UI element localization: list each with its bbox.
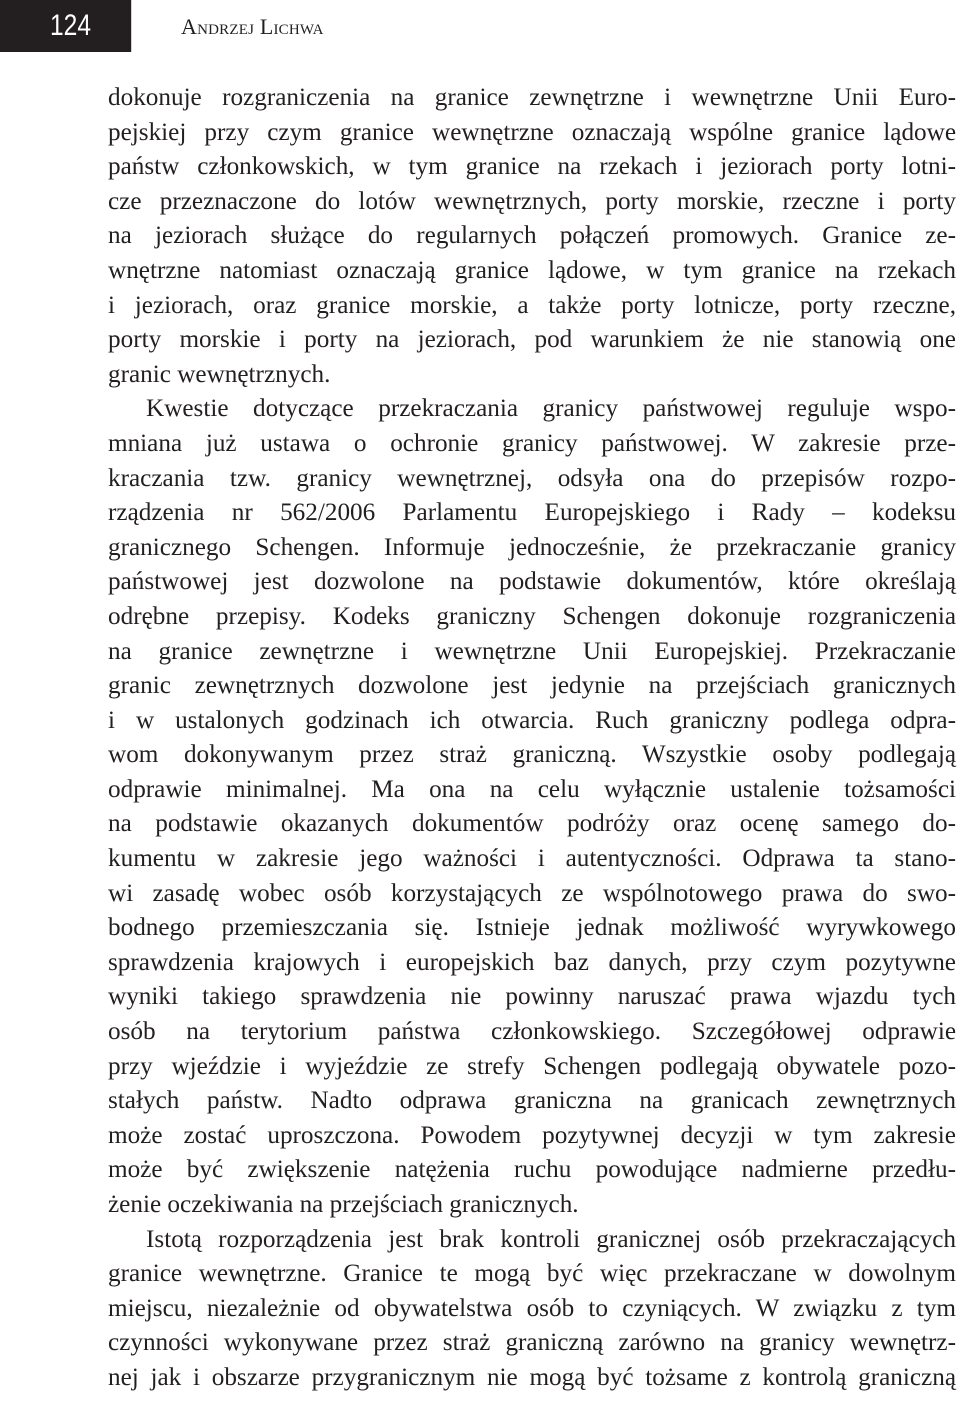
text-line: Istotą rozporządzenia jest brak kontroli granicznej osób przekraczających — [146, 1225, 956, 1253]
text-line: miejscu, niezależnie od obywatelstwa osób to czyniących. W związku z tym — [108, 1294, 956, 1322]
text-line: może być zwiększenie natężenia ruchu powodujące nadmierne przedłu- — [108, 1156, 956, 1184]
text-line: na jeziorach służące do regularnych połączeń promowych. Granice ze- — [108, 222, 956, 250]
running-head-author: Andrzej Lichwa — [181, 14, 324, 39]
text-line: i jeziorach, oraz granice morskie, a także porty lotnicze, porty rzeczne, — [108, 291, 956, 319]
text-line: wnętrzne natomiast oznaczają granice lądowe, w tym granice na rzekach — [108, 256, 956, 284]
text-line: na podstawie okazanych dokumentów podróży oraz ocenę samego do- — [108, 810, 956, 838]
page-number-box — [0, 0, 131, 52]
text-line: kraczania tzw. granicy wewnętrznej, odsyła ona do przepisów rozpo- — [108, 464, 956, 492]
text-line: państwowej jest dozwolone na podstawie dokumentów, które określają — [108, 568, 956, 596]
text-line: wyniki takiego sprawdzenia nie powinny naruszać prawa wjazdu tych — [108, 983, 956, 1011]
text-line: bodnego przemieszczania się. Istnieje jednak możliwość wyrywkowego — [108, 914, 956, 942]
text-line: kumentu w zakresie jego ważności i autentyczności. Odprawa ta stano- — [108, 845, 956, 873]
text-line: odrębne przepisy. Kodeks graniczny Schengen dokonuje rozgraniczenia — [108, 602, 956, 630]
text-line: osób na terytorium państwa członkowskiego. Szczegółowej odprawie — [108, 1018, 956, 1046]
text-line: państw członkowskich, w tym granice na rzekach i jeziorach porty lotni- — [108, 153, 956, 181]
text-line: pejskiej przy czym granice wewnętrzne oznaczają wspólne granice lądowe — [108, 118, 956, 146]
text-line: granic zewnętrznych dozwolone jest jedynie na przejściach granicznych — [108, 672, 956, 700]
text-line: nej jak i obszarze przygranicznym nie mogą być tożsame z kontrolą graniczną — [108, 1363, 956, 1391]
text-line: na granice zewnętrzne i wewnętrzne Unii Europejskiej. Przekraczanie — [108, 637, 956, 665]
text-line: wi zasadę wobec osób korzystających ze wspólnotowego prawa do swo- — [108, 879, 956, 907]
text-line: cze przeznaczone do lotów wewnętrznych, porty morskie, rzeczne i porty — [108, 187, 956, 215]
text-line: sprawdzenia krajowych i europejskich baz danych, przy czym pozytywne — [108, 948, 956, 976]
text-line: odprawie minimalnej. Ma ona na celu wyłącznie ustalenie tożsamości — [108, 775, 956, 803]
body-text — [108, 81, 956, 1396]
text-line: żenie oczekiwania na przejściach granicznych. — [108, 1191, 579, 1218]
text-line: stałych państw. Nadto odprawa graniczna na granicach zewnętrznych — [108, 1087, 956, 1115]
text-line: wom dokonywanym przez straż graniczną. Wszystkie osoby podlegają — [108, 741, 956, 769]
page-header — [0, 0, 960, 56]
text-line: dokonuje rozgraniczenia na granice zewnętrzne i wewnętrzne Unii Euro- — [108, 84, 956, 111]
text-line: granice wewnętrzne. Granice te mogą być więc przekraczane w dowolnym — [108, 1260, 956, 1288]
text-line: porty morskie i porty na jeziorach, pod warunkiem że nie stanowią one — [108, 326, 956, 354]
text-line: może zostać uproszczona. Powodem pozytywnej decyzji w tym zakresie — [108, 1121, 956, 1149]
text-line: granicznego Schengen. Informuje jednocześnie, że przekraczanie granicy — [108, 533, 956, 561]
page-number: 124 — [49, 9, 92, 42]
text-line: rządzenia nr 562/2006 Parlamentu Europejskiego i Rady – kodeksu — [108, 499, 956, 527]
text-line: mniana już ustawa o ochronie granicy państwowej. W zakresie prze- — [108, 429, 956, 457]
text-line: Kwestie dotyczące przekraczania granicy państwowej reguluje wspo- — [146, 395, 956, 423]
text-line: czynności wykonywane przez straż graniczną zarówno na granicy wewnętrz- — [108, 1329, 956, 1357]
text-line: przy wjeździe i wyjeździe ze strefy Schengen podlegają obywatele pozo- — [108, 1052, 956, 1080]
text-line: granic wewnętrznych. — [108, 360, 331, 388]
text-line: i w ustalonych godzinach ich otwarcia. Ruch graniczny podlega odpra- — [108, 706, 956, 734]
